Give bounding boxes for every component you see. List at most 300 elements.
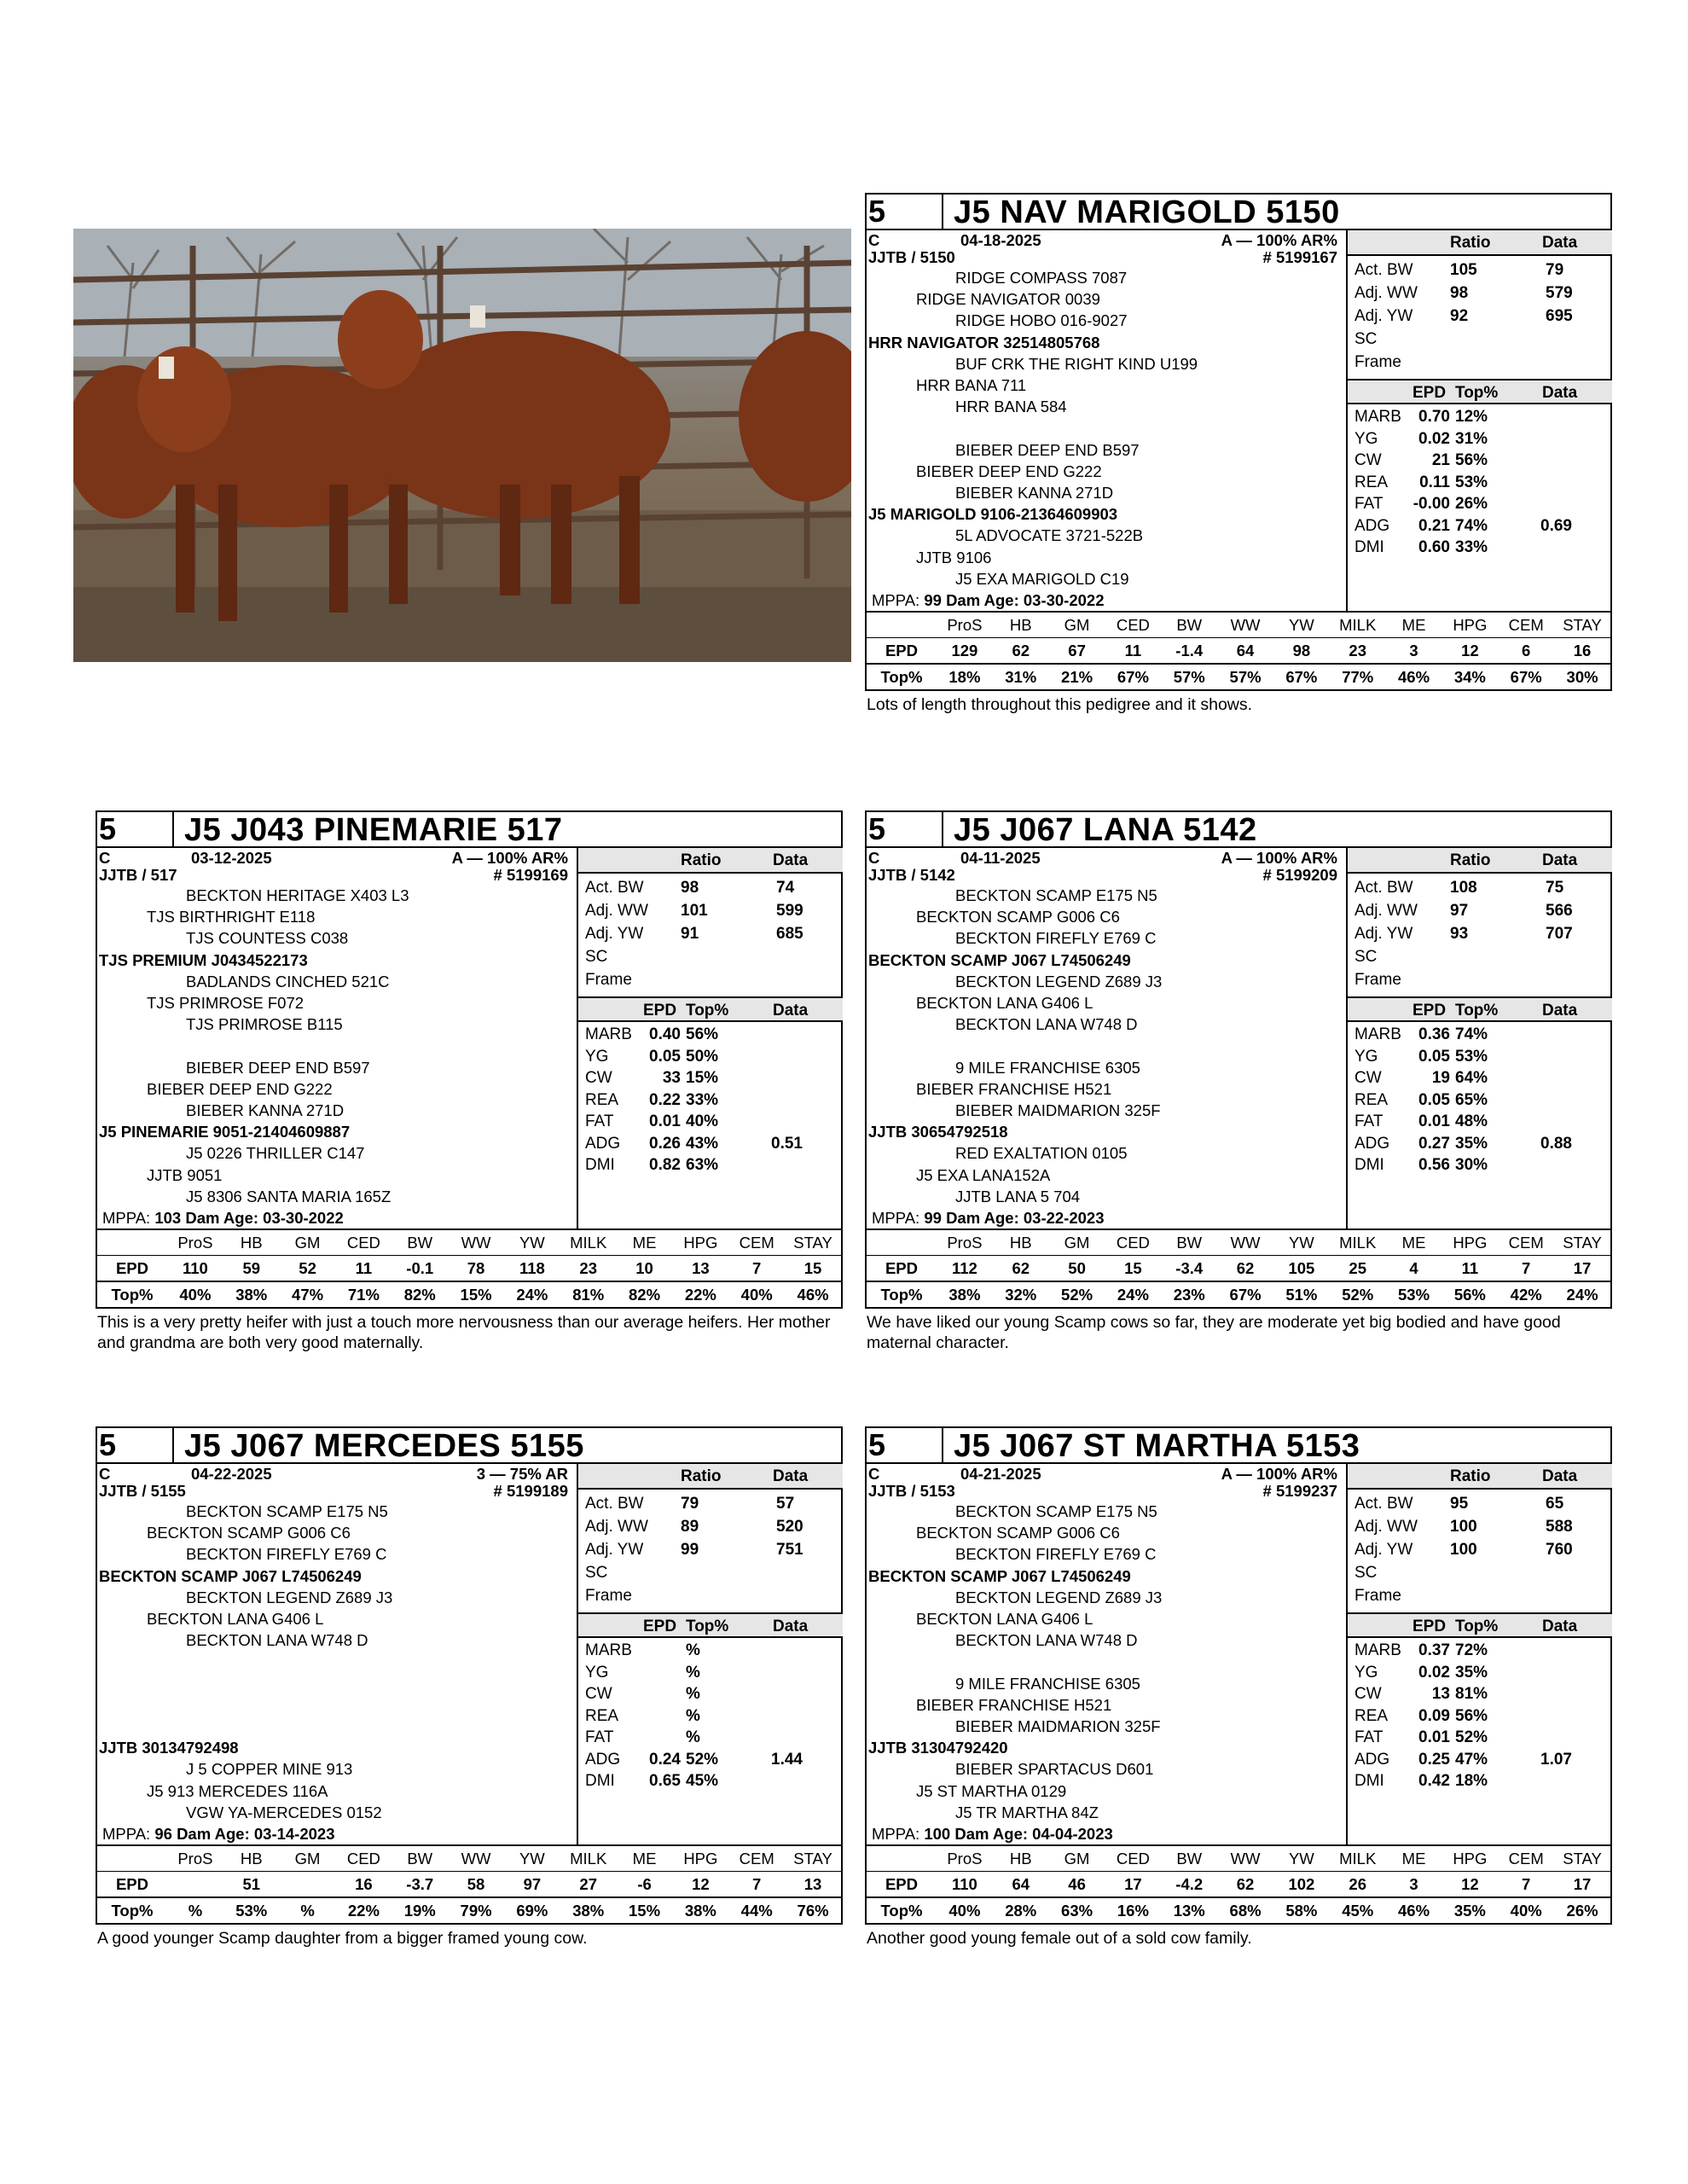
pedigree-entry: BECKTON LEGEND Z689 J3 <box>955 972 1163 990</box>
epd-column-header: MILK <box>1330 613 1386 638</box>
lot-header <box>867 195 1610 230</box>
epd-column-header: HPG <box>1441 1230 1498 1256</box>
carcass-label: YG <box>1354 1047 1378 1066</box>
epd-header <box>1348 1612 1612 1638</box>
epd-value <box>167 1872 223 1898</box>
pedigree-entry: J5 0226 THRILLER C147 <box>186 1144 365 1163</box>
perf-row <box>578 1516 843 1538</box>
carcass-top: 33% <box>1455 538 1488 556</box>
top-percent-value: 38% <box>684 1901 716 1920</box>
top-percent-value: 40% <box>179 1285 212 1304</box>
carcass-row <box>578 1089 843 1112</box>
perf-row <box>578 900 843 922</box>
carcass-top: 53% <box>1455 473 1488 491</box>
carcass-epd: 0.56 <box>1418 1156 1450 1174</box>
pedigree-entry: RED EXALTATION 0105 <box>955 1144 1128 1163</box>
mppa-label: MPPA: <box>102 1825 151 1843</box>
performance-panel <box>1346 1464 1612 1844</box>
carcass-top: 81% <box>1455 1685 1488 1703</box>
pedigree-entry: BIEBER MAIDMARION 325F <box>955 1717 1161 1735</box>
epd-column-header: ProS <box>167 1230 223 1256</box>
carcass-top: 64% <box>1455 1069 1488 1087</box>
perf-label: Adj. YW <box>585 925 644 943</box>
perf-row <box>578 877 843 899</box>
epd-column-header: STAY <box>1554 1846 1610 1872</box>
lot-description: Another good young female out of a sold cow family. <box>867 1929 1252 1948</box>
epd-value: 62 <box>1217 1872 1273 1898</box>
pedigree-entry: BECKTON SCAMP J067 L74506249 <box>868 1566 1131 1585</box>
top-percent-value: 67% <box>1285 667 1318 686</box>
mppa-label: MPPA: <box>872 1209 920 1227</box>
epd-column-header: WW <box>448 1846 504 1872</box>
top-percent-value: 58% <box>1285 1901 1318 1920</box>
carcass-row <box>1348 1133 1612 1155</box>
epd-value: -3.7 <box>392 1872 448 1898</box>
lot-header <box>867 812 1610 848</box>
perf-ratio: 99 <box>681 1541 699 1559</box>
lot-card <box>865 193 1612 715</box>
epd-column-header: CED <box>335 1230 392 1256</box>
carcass-top: 56% <box>1455 451 1488 469</box>
pedigree-entry: RIDGE NAVIGATOR 0039 <box>916 290 1100 309</box>
carcass-row <box>1348 1046 1612 1068</box>
carcass-epd: 13 <box>1431 1685 1450 1703</box>
top-percent-row <box>867 1897 1610 1923</box>
pedigree-entry: TJS PRIMROSE F072 <box>147 994 305 1012</box>
perf-label: Adj. WW <box>1354 902 1418 920</box>
top-heading: Top% <box>1455 1618 1499 1635</box>
epd-table <box>97 1844 841 1923</box>
epd-column-header: MILK <box>1330 1230 1386 1256</box>
perf-row <box>578 923 843 945</box>
carcass-epd: 0.02 <box>1418 429 1450 448</box>
lot-frame <box>865 1426 1612 1925</box>
carcass-row <box>578 1133 843 1155</box>
epd-value: -4.2 <box>1161 1872 1217 1898</box>
performance-panel <box>577 1464 843 1844</box>
pedigree-entry: BIEBER KANNA 271D <box>955 484 1114 502</box>
pedigree-entry: J5 MARIGOLD 9106-21364609903 <box>868 505 1118 524</box>
perf-data: 65 <box>1546 1495 1564 1513</box>
epd-value: 26 <box>1330 1872 1386 1898</box>
perf-row <box>1348 877 1612 899</box>
epd-column-header: HB <box>993 1230 1049 1256</box>
top-percent-value: 68% <box>1229 1901 1262 1920</box>
top-percent-value: 40% <box>948 1901 981 1920</box>
tag-id: JJTB / 5155 <box>99 1482 186 1500</box>
pedigree-entry: BIEBER MAIDMARION 325F <box>955 1101 1161 1119</box>
perf-row <box>1348 282 1612 305</box>
top-percent-value: 56% <box>1453 1285 1486 1304</box>
carcass-row <box>578 1683 843 1705</box>
lot-number: 5 <box>97 812 174 846</box>
carcass-row <box>578 1111 843 1133</box>
carcass-top: % <box>686 1641 700 1659</box>
data-heading: Data <box>773 851 809 869</box>
pedigree <box>867 848 1346 1228</box>
ratio-header <box>578 1464 843 1490</box>
epd-value: 64 <box>993 1872 1049 1898</box>
perf-data: 57 <box>776 1495 795 1513</box>
epd-heading: EPD <box>1412 384 1447 402</box>
perf-label: Act. BW <box>585 1495 644 1513</box>
top-percent-value: 57% <box>1173 667 1205 686</box>
epd-column-header: CED <box>1105 1846 1161 1872</box>
epd-column-header: WW <box>1217 613 1273 638</box>
epd-corner <box>97 1846 167 1872</box>
top-percent-value: 76% <box>797 1901 829 1920</box>
perf-data: 579 <box>1546 284 1573 302</box>
top-percent-value: 15% <box>629 1901 661 1920</box>
epd-column-header: CEM <box>728 1846 785 1872</box>
mppa-label: MPPA: <box>102 1209 151 1227</box>
carcass-label: FAT <box>1354 1112 1383 1130</box>
top-percent-value: 19% <box>403 1901 436 1920</box>
top-percent-value: % <box>300 1901 315 1920</box>
carcass-top: 52% <box>1455 1728 1488 1746</box>
perf-row <box>1348 923 1612 945</box>
pedigree-entry: BECKTON LANA W748 D <box>955 1015 1138 1034</box>
epd-value: 112 <box>937 1256 993 1282</box>
carcass-row <box>578 1662 843 1684</box>
epd-header <box>578 996 843 1022</box>
pedigree-entry: J5 TR MARTHA 84Z <box>955 1803 1099 1821</box>
carcass-label: REA <box>1354 1090 1389 1109</box>
carcass-label: FAT <box>1354 495 1383 513</box>
ratio-heading: Ratio <box>1450 851 1491 869</box>
registration-number: # 5199167 <box>1262 248 1337 266</box>
carcass-top: % <box>686 1685 700 1703</box>
pedigree-entry: BECKTON SCAMP G006 C6 <box>916 1524 1120 1542</box>
top-row-label: Top% <box>111 1901 154 1920</box>
cattle-photo <box>73 229 851 662</box>
epd-header-row <box>867 1230 1610 1256</box>
animal-name: J5 J067 MERCEDES 5155 <box>184 1428 584 1464</box>
carcass-row <box>1348 537 1612 559</box>
carcass-epd: 0.36 <box>1418 1025 1450 1043</box>
perf-ratio: 79 <box>681 1495 699 1513</box>
data-heading: Data <box>773 1002 809 1019</box>
epd-value: 102 <box>1273 1872 1330 1898</box>
pedigree-entry: BIEBER DEEP END B597 <box>955 440 1140 459</box>
top-percent-value: 69% <box>516 1901 548 1920</box>
data-heading: Data <box>1542 851 1578 869</box>
perf-row <box>1348 328 1612 351</box>
sex: C <box>868 849 880 867</box>
carcass-label: CW <box>585 1069 612 1087</box>
lot-card <box>865 1426 1612 1949</box>
data-heading: Data <box>1542 234 1578 252</box>
epd-value: 105 <box>1273 1256 1330 1282</box>
top-percent-value: 40% <box>740 1285 773 1304</box>
epd-value: -1.4 <box>1161 638 1217 665</box>
pedigree-entry: BECKTON LANA G406 L <box>916 1610 1093 1628</box>
carcass-epd: 33 <box>662 1069 681 1087</box>
epd-column-header: CED <box>335 1846 392 1872</box>
top-percent-value: 34% <box>1453 667 1486 686</box>
carcass-data: 0.88 <box>1540 1134 1572 1153</box>
perf-label: SC <box>585 948 608 966</box>
carcass-label: REA <box>1354 1706 1389 1725</box>
registration-number: # 5199189 <box>493 1482 568 1500</box>
epd-column-header: BW <box>1161 1846 1217 1872</box>
ratio-header <box>578 848 843 874</box>
lot-number: 5 <box>867 195 943 229</box>
carcass-row <box>1348 1662 1612 1684</box>
top-percent-value: 24% <box>1117 1285 1149 1304</box>
epd-value: 12 <box>1441 1872 1498 1898</box>
carcass-row <box>1348 1640 1612 1662</box>
epd-header-row <box>97 1846 841 1872</box>
epd-row-label: EPD <box>867 638 937 665</box>
carcass-data: 0.69 <box>1540 516 1572 535</box>
epd-column-header: YW <box>504 1846 560 1872</box>
pedigree-entry: J5 ST MARTHA 0129 <box>916 1781 1067 1800</box>
top-percent-value: 47% <box>292 1285 324 1304</box>
top-percent-value: 79% <box>460 1901 492 1920</box>
perf-row <box>1348 1585 1612 1607</box>
birth-date: 04-18-2025 <box>960 231 1041 249</box>
tag-id: JJTB / 5142 <box>868 866 955 884</box>
perf-row <box>1348 1562 1612 1584</box>
tag-id: JJTB / 517 <box>99 866 177 884</box>
carcass-epd: 0.22 <box>649 1090 681 1109</box>
pedigree-entry: HRR NAVIGATOR 32514805768 <box>868 333 1100 351</box>
epd-grid <box>97 1230 841 1307</box>
ratio-header <box>1348 230 1612 256</box>
perf-row <box>578 1585 843 1607</box>
carcass-row <box>578 1727 843 1749</box>
epd-value: 15 <box>1105 1256 1161 1282</box>
epd-column-header: MILK <box>1330 1846 1386 1872</box>
carcass-epd: 0.09 <box>1418 1706 1450 1725</box>
perf-data: 566 <box>1546 902 1573 920</box>
epd-column-header: ProS <box>937 1230 993 1256</box>
perf-label: Frame <box>585 971 632 989</box>
pedigree-entry: BECKTON LANA G406 L <box>147 1610 324 1628</box>
data-heading: Data <box>1542 1002 1578 1019</box>
perf-ratio: 98 <box>681 879 699 897</box>
carcass-row <box>1348 515 1612 537</box>
carcass-epd: 21 <box>1431 451 1450 469</box>
top-percent-value: 67% <box>1229 1285 1262 1304</box>
carcass-row <box>1348 428 1612 450</box>
pedigree-entry: BIEBER DEEP END B597 <box>186 1058 370 1077</box>
perf-label: Act. BW <box>585 879 644 897</box>
carcass-top: 53% <box>1455 1047 1488 1066</box>
top-percent-value: 53% <box>1398 1285 1430 1304</box>
tag-id: JJTB / 5153 <box>868 1482 955 1500</box>
top-percent-value: 57% <box>1229 667 1262 686</box>
epd-row-label: EPD <box>97 1872 167 1898</box>
mppa <box>872 1826 1113 1843</box>
pedigree-entry: BECKTON SCAMP G006 C6 <box>916 908 1120 926</box>
ar-percent: A — 100% AR% <box>1221 1465 1337 1483</box>
epd-header-row <box>97 1230 841 1256</box>
carcass-data: 0.51 <box>771 1134 803 1153</box>
lot-description: A good younger Scamp daughter from a bigger framed young cow. <box>97 1929 588 1948</box>
perf-label: Adj. WW <box>1354 284 1418 302</box>
carcass-row <box>578 1705 843 1728</box>
carcass-top: 45% <box>686 1772 719 1790</box>
epd-column-header: CED <box>1105 1230 1161 1256</box>
epd-header <box>578 1612 843 1638</box>
epd-grid <box>97 1846 841 1923</box>
top-heading: Top% <box>1455 384 1499 402</box>
perf-data: 760 <box>1546 1541 1573 1559</box>
epd-value: 17 <box>1554 1256 1610 1282</box>
carcass-row <box>578 1770 843 1792</box>
pedigree-entry: JJTB 9051 <box>147 1165 223 1184</box>
pedigree-entry: BUF CRK THE RIGHT KIND U199 <box>955 354 1198 373</box>
ratio-header <box>1348 1464 1612 1490</box>
epd-column-header: ME <box>617 1846 673 1872</box>
perf-label: Adj. YW <box>1354 307 1413 325</box>
carcass-top: 74% <box>1455 1025 1488 1043</box>
perf-row <box>1348 969 1612 991</box>
pedigree-entry: BIEBER FRANCHISE H521 <box>916 1079 1112 1098</box>
epd-value: 59 <box>223 1256 280 1282</box>
lot-header <box>97 1428 841 1464</box>
epd-header <box>1348 379 1612 404</box>
epd-column-header: ME <box>1386 1230 1442 1256</box>
top-percent-value: 42% <box>1510 1285 1542 1304</box>
carcass-top: 31% <box>1455 429 1488 448</box>
carcass-row <box>1348 450 1612 472</box>
epd-value: 4 <box>1386 1256 1442 1282</box>
pedigree-entry: HRR BANA 711 <box>916 376 1027 394</box>
perf-row <box>578 1493 843 1515</box>
carcass-label: CW <box>1354 451 1382 469</box>
carcass-label: REA <box>585 1090 619 1109</box>
carcass-epd: 0.42 <box>1418 1772 1450 1790</box>
pedigree-entry: JJTB 9106 <box>916 548 992 566</box>
epd-heading: EPD <box>1412 1618 1447 1635</box>
top-heading: Top% <box>686 1002 729 1019</box>
perf-row <box>578 969 843 991</box>
epd-values-row <box>97 1256 841 1282</box>
pedigree-entry: BIEBER SPARTACUS D601 <box>955 1760 1154 1779</box>
carcass-row <box>578 1640 843 1662</box>
mppa-label: MPPA: <box>872 591 920 609</box>
carcass-epd: 0.01 <box>1418 1112 1450 1130</box>
epd-values-row <box>97 1872 841 1898</box>
top-heading: Top% <box>686 1618 729 1635</box>
top-percent-value: 32% <box>1005 1285 1037 1304</box>
dam-age: Dam Age: 03-14-2023 <box>177 1825 335 1843</box>
epd-column-header: ME <box>1386 613 1442 638</box>
top-percent-row <box>97 1897 841 1923</box>
mppa <box>102 1210 344 1227</box>
carcass-label: MARB <box>585 1025 632 1043</box>
perf-label: Act. BW <box>1354 879 1413 897</box>
dam-age: Dam Age: 03-30-2022 <box>946 591 1105 609</box>
epd-column-header: YW <box>1273 1230 1330 1256</box>
epd-column-header: ME <box>1386 1846 1442 1872</box>
pedigree-entry: BECKTON SCAMP J067 L74506249 <box>99 1566 362 1585</box>
carcass-epd: 0.01 <box>649 1112 681 1130</box>
pedigree-entry: J5 EXA MARIGOLD C19 <box>955 569 1129 588</box>
pedigree-entry: BECKTON SCAMP E175 N5 <box>186 1502 388 1520</box>
top-percent-row <box>867 1281 1610 1307</box>
epd-value: 110 <box>937 1872 993 1898</box>
top-percent-value: 67% <box>1510 667 1542 686</box>
epd-column-header: WW <box>448 1230 504 1256</box>
pedigree-entry: BIEBER DEEP END G222 <box>916 462 1102 480</box>
top-percent-value: 52% <box>1342 1285 1374 1304</box>
carcass-row <box>1348 472 1612 494</box>
epd-corner <box>97 1230 167 1256</box>
pedigree-entry: BIEBER KANNA 271D <box>186 1101 345 1119</box>
pedigree-entry: TJS BIRTHRIGHT E118 <box>147 908 316 926</box>
epd-value: 16 <box>1554 638 1610 665</box>
top-percent-value: 81% <box>572 1285 605 1304</box>
epd-column-header: HB <box>223 1846 280 1872</box>
top-percent-value: 13% <box>1173 1901 1205 1920</box>
carcass-epd: 0.01 <box>1418 1728 1450 1746</box>
lot-header <box>97 812 841 848</box>
epd-value: 23 <box>1330 638 1386 665</box>
top-row-label: Top% <box>111 1285 154 1304</box>
epd-table <box>867 1844 1610 1923</box>
animal-name: J5 J067 ST MARTHA 5153 <box>954 1428 1360 1464</box>
pedigree-entry: J5 PINEMARIE 9051-21404609887 <box>99 1123 351 1141</box>
carcass-epd: -0.00 <box>1412 495 1450 513</box>
mppa <box>872 592 1105 609</box>
epd-corner <box>867 1230 937 1256</box>
top-percent-value: 35% <box>1453 1901 1486 1920</box>
perf-ratio: 93 <box>1450 925 1469 943</box>
pedigree-entry: JJTB 30654792518 <box>868 1123 1008 1141</box>
performance-panel <box>1346 848 1612 1228</box>
epd-column-header: GM <box>1049 1846 1105 1872</box>
top-percent-value: 38% <box>948 1285 981 1304</box>
carcass-top: 52% <box>686 1750 719 1769</box>
pedigree-entry: BECKTON SCAMP E175 N5 <box>955 1502 1157 1520</box>
perf-ratio: 101 <box>681 902 708 920</box>
epd-value: 7 <box>728 1872 785 1898</box>
top-percent-value: 51% <box>1285 1285 1318 1304</box>
sex: C <box>868 1465 880 1483</box>
lot-card <box>865 810 1612 1353</box>
carcass-epd: 0.40 <box>649 1025 681 1043</box>
epd-column-header: WW <box>1217 1230 1273 1256</box>
epd-row-label: EPD <box>867 1872 937 1898</box>
pedigree-entry: VGW YA-MERCEDES 0152 <box>186 1803 382 1821</box>
perf-data: 79 <box>1546 261 1564 279</box>
carcass-top: % <box>686 1728 700 1746</box>
epd-column-header: HB <box>993 613 1049 638</box>
epd-value: 58 <box>448 1872 504 1898</box>
epd-column-header: CEM <box>1498 1846 1554 1872</box>
carcass-top: 47% <box>1455 1750 1488 1769</box>
epd-value: 27 <box>560 1872 617 1898</box>
epd-grid <box>867 1846 1610 1923</box>
pedigree-entry: BECKTON LEGEND Z689 J3 <box>955 1588 1163 1606</box>
carcass-label: FAT <box>1354 1728 1383 1746</box>
top-percent-value: 77% <box>1342 667 1374 686</box>
epd-value: 98 <box>1273 638 1330 665</box>
pedigree-entry: RIDGE COMPASS 7087 <box>955 269 1128 287</box>
epd-value: -3.4 <box>1161 1256 1217 1282</box>
carcass-top: % <box>686 1706 700 1725</box>
pedigree-entry: TJS PREMIUM J0434522173 <box>99 950 308 969</box>
top-percent-value: 53% <box>235 1901 268 1920</box>
perf-ratio: 108 <box>1450 879 1477 897</box>
epd-value: 62 <box>1217 1256 1273 1282</box>
epd-table <box>97 1228 841 1307</box>
perf-row <box>1348 900 1612 922</box>
